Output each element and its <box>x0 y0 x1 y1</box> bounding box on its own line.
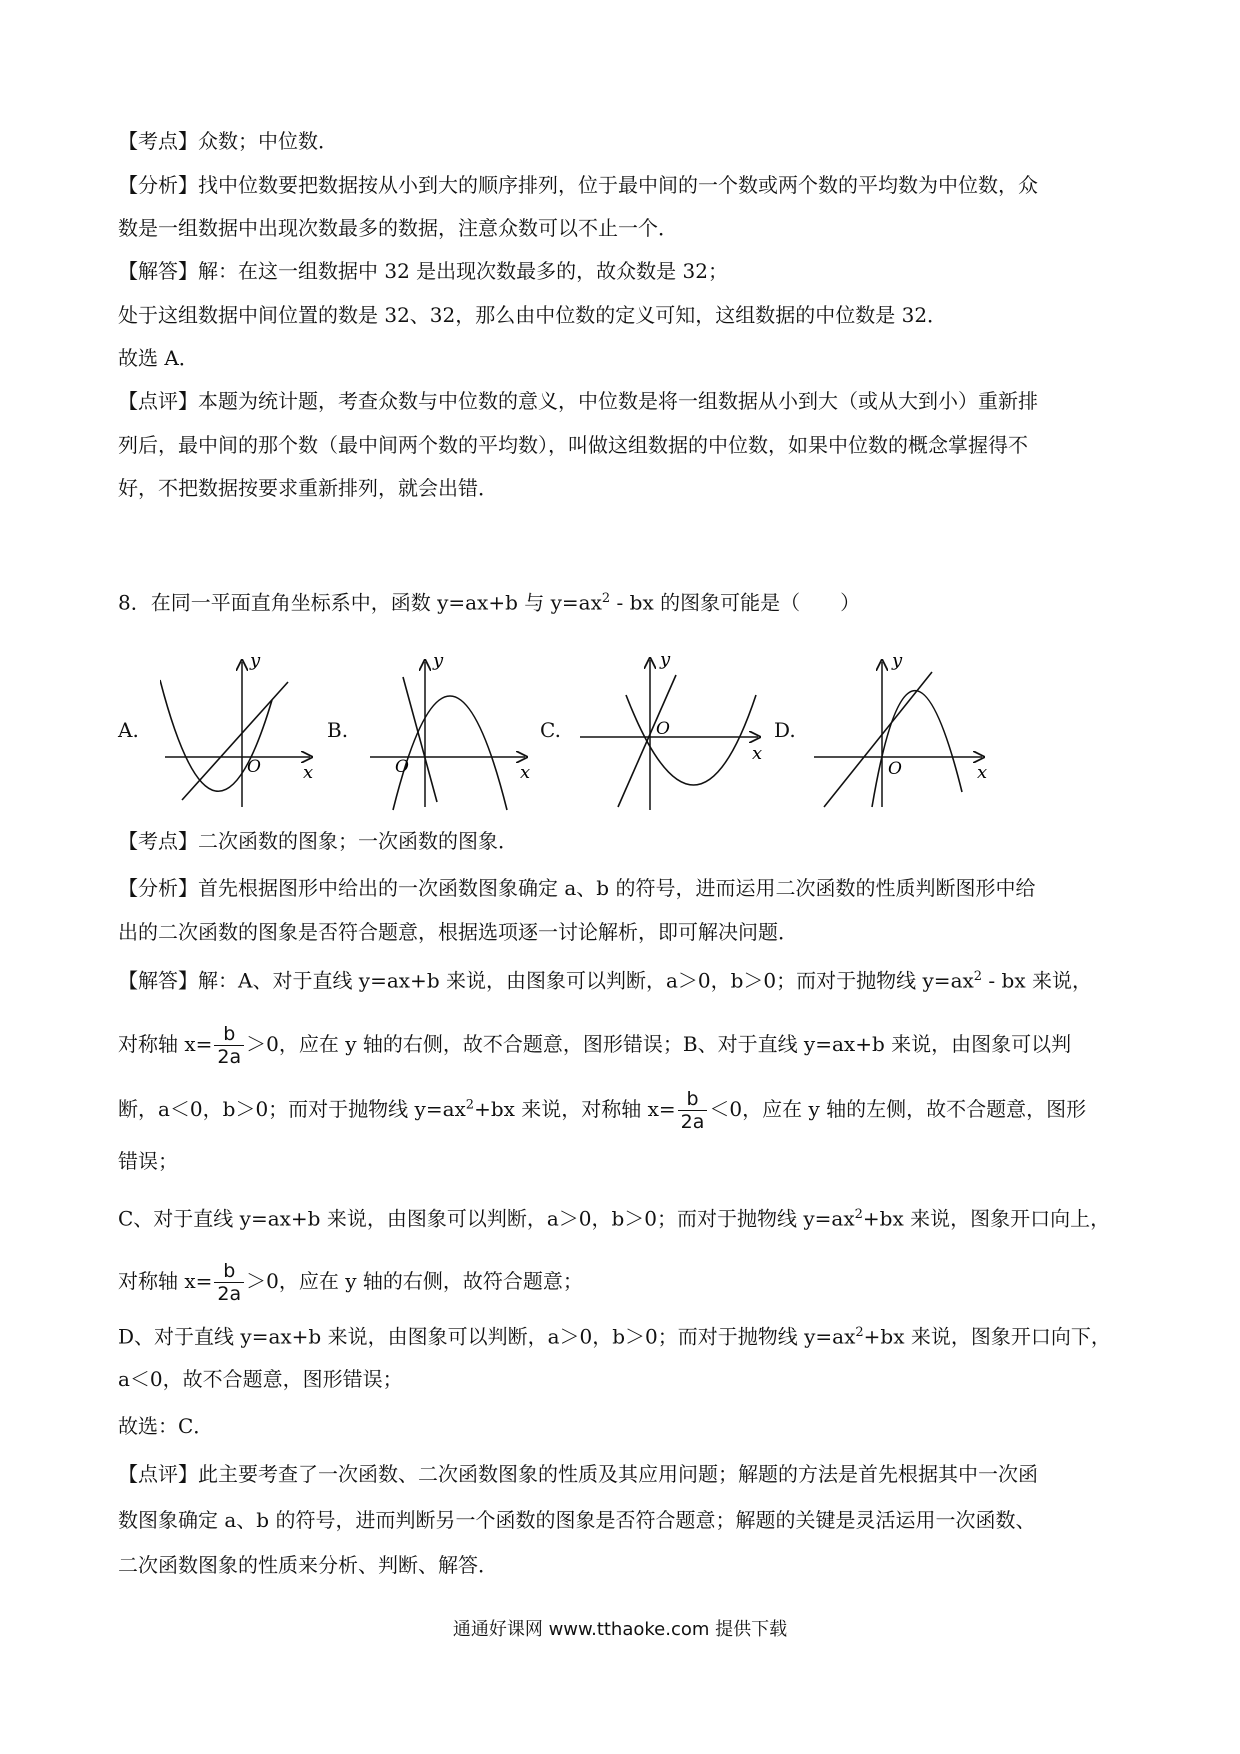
graph-d-x-label: x <box>977 762 988 783</box>
q8-dianping-line2: 数图象确定 a、b 的符号，进而判断另一个函数的图象是否符合题意；解题的关键是灵活运用一次函数、 <box>118 1508 1036 1532</box>
q8-jieda-1a: 【解答】解：A、对于直线 y=ax+b 来说，由图象可以判断，a＞0，b＞0；而对于抛物线 y=ax <box>118 968 974 993</box>
q8-jieda-7a: D、对于直线 y=ax+b 来说，由图象可以判断，a＞0，b＞0；而对于抛物线 y=ax <box>118 1324 856 1349</box>
q8-fenxi-line2: 出的二次函数的图象是否符合题意，根据选项逐一讨论解析，即可解决问题． <box>118 920 798 944</box>
q8-jieda-1-sup: 2 <box>973 969 983 984</box>
q8-jieda-3b: +bx 来说，对称轴 x= <box>474 1097 676 1121</box>
q8-jieda-line3 <box>118 1088 1086 1133</box>
graph-d <box>812 652 992 812</box>
graph-b-parabola <box>393 696 507 810</box>
q8-stem-part1: 8．在同一平面直角坐标系中，函数 y=ax+b 与 y=ax <box>118 590 602 615</box>
q7-dianping-line1: 【点评】本题为统计题，考查众数与中位数的意义，中位数是将一组数据从小到大（或从大到小）重新排 <box>118 389 1038 413</box>
q8-jieda-6b: ＞0，应在 y 轴的右侧，故符合题意； <box>246 1269 583 1293</box>
graph-c <box>578 645 768 815</box>
q8-jieda-2a: 对称轴 x= <box>118 1032 213 1056</box>
q7-jieda-line1: 【解答】解：在这一组数据中 32 是出现次数最多的，故众数是 32； <box>118 259 728 283</box>
graph-c-parabola <box>626 695 756 785</box>
q7-dianping-line2: 列后，最中间的那个数（最中间两个数的平均数），叫做这组数据的中位数，如果中位数的概念掌握得不 <box>118 433 1028 457</box>
graph-c-y-label: y <box>660 649 671 670</box>
fraction-denominator: 2a <box>680 1111 705 1133</box>
q7-fenxi-line1: 【分析】找中位数要把数据按从小到大的顺序排列，位于最中间的一个数或两个数的平均数为中位数，众 <box>118 173 1038 197</box>
q7-jieda-line2: 处于这组数据中间位置的数是 32、32，那么由中位数的定义可知，这组数据的中位数是 32． <box>118 303 948 327</box>
option-a-label: A. <box>118 718 139 742</box>
graph-c-origin: O <box>656 719 670 739</box>
fraction-numerator: b <box>214 1023 244 1046</box>
q8-jieda-line4: 错误； <box>118 1149 178 1173</box>
q8-jieda-1b: - bx 来说， <box>982 968 1092 993</box>
q8-stem-sup: 2 <box>601 591 611 606</box>
q8-jieda-3c: ＜0，应在 y 轴的左侧，故不合题意，图形 <box>709 1097 1087 1121</box>
q8-jieda-5-sup: 2 <box>854 1207 863 1222</box>
fraction-denominator: 2a <box>217 1046 242 1068</box>
q8-jieda-5a: C、对于直线 y=ax+b 来说，由图象可以判断，a＞0，b＞0；而对于抛物线 y=ax <box>118 1206 855 1231</box>
q8-stem <box>118 584 860 618</box>
graph-a <box>160 652 320 812</box>
q8-jieda-7-sup: 2 <box>855 1325 864 1340</box>
fraction-numerator: b <box>214 1260 244 1283</box>
graph-b-origin: O <box>395 757 409 777</box>
q8-stem-part2: - bx 的图象可能是（ ） <box>610 590 861 615</box>
q8-jieda-line6 <box>118 1260 583 1305</box>
graph-b-line <box>403 677 437 802</box>
fraction-b-over-2a <box>214 1023 244 1068</box>
graph-d-line <box>824 672 932 807</box>
graph-a-y-label: y <box>250 652 261 671</box>
q7-dianping-line3: 好，不把数据按要求重新排列，就会出错． <box>118 476 498 500</box>
option-d-label: D. <box>774 718 796 742</box>
graph-d-y-label: y <box>892 652 903 671</box>
q8-jieda-2b: ＞0，应在 y 轴的右侧，故不合题意，图形错误；B、对于直线 y=ax+b 来说，由图象可以判 <box>246 1032 1072 1056</box>
q8-dianping-line3: 二次函数图象的性质来分析、判断、解答． <box>118 1553 498 1577</box>
graph-c-x-label: x <box>752 743 763 764</box>
option-c-label: C. <box>540 718 561 742</box>
q8-jieda-3a: 断，a＜0，b＞0；而对于抛物线 y=ax <box>118 1097 466 1121</box>
fraction-numerator: b <box>678 1088 708 1111</box>
q8-jieda-5b: +bx 来说，图象开口向上， <box>862 1206 1111 1231</box>
graph-b-y-label: y <box>433 652 444 671</box>
graph-b <box>365 652 535 812</box>
q8-jieda-line9: 故选：C． <box>118 1414 214 1438</box>
fraction-b-over-2a <box>214 1260 244 1305</box>
q8-dianping-line1: 【点评】此主要考查了一次函数、二次函数图象的性质及其应用问题；解题的方法是首先根据其中一次函 <box>118 1462 1038 1486</box>
graph-a-x-label: x <box>303 762 314 783</box>
q8-jieda-line8: a＜0，故不合题意，图形错误； <box>118 1367 403 1391</box>
q7-jieda-line3: 故选 A． <box>118 346 199 370</box>
q8-jieda-line5 <box>118 1200 1110 1234</box>
q8-jieda-3-sup: 2 <box>465 1097 475 1113</box>
q7-kaodian: 【考点】众数；中位数． <box>118 129 338 153</box>
option-b-label: B. <box>327 718 349 742</box>
q8-jieda-line7 <box>118 1318 1111 1352</box>
fraction-b-over-2a <box>678 1088 708 1133</box>
q8-jieda-line2 <box>118 1023 1071 1068</box>
q8-jieda-6a: 对称轴 x= <box>118 1269 213 1293</box>
q8-jieda-line1 <box>118 962 1092 996</box>
graph-b-x-label: x <box>520 762 531 783</box>
graph-a-origin: O <box>247 757 261 777</box>
graph-d-origin: O <box>888 759 902 779</box>
q8-kaodian: 【考点】二次函数的图象；一次函数的图象． <box>118 829 518 853</box>
fraction-denominator: 2a <box>217 1283 242 1305</box>
graph-d-parabola <box>872 691 962 807</box>
q8-fenxi-line1: 【分析】首先根据图形中给出的一次函数图象确定 a、b 的符号，进而运用二次函数的性质判断图形中给 <box>118 876 1036 900</box>
page-footer: 通通好课网 www.tthaoke.com 提供下载 <box>452 1619 788 1640</box>
q8-jieda-7b: +bx 来说，图象开口向下， <box>863 1324 1111 1349</box>
q7-fenxi-line2: 数是一组数据中出现次数最多的数据，注意众数可以不止一个． <box>118 216 678 240</box>
